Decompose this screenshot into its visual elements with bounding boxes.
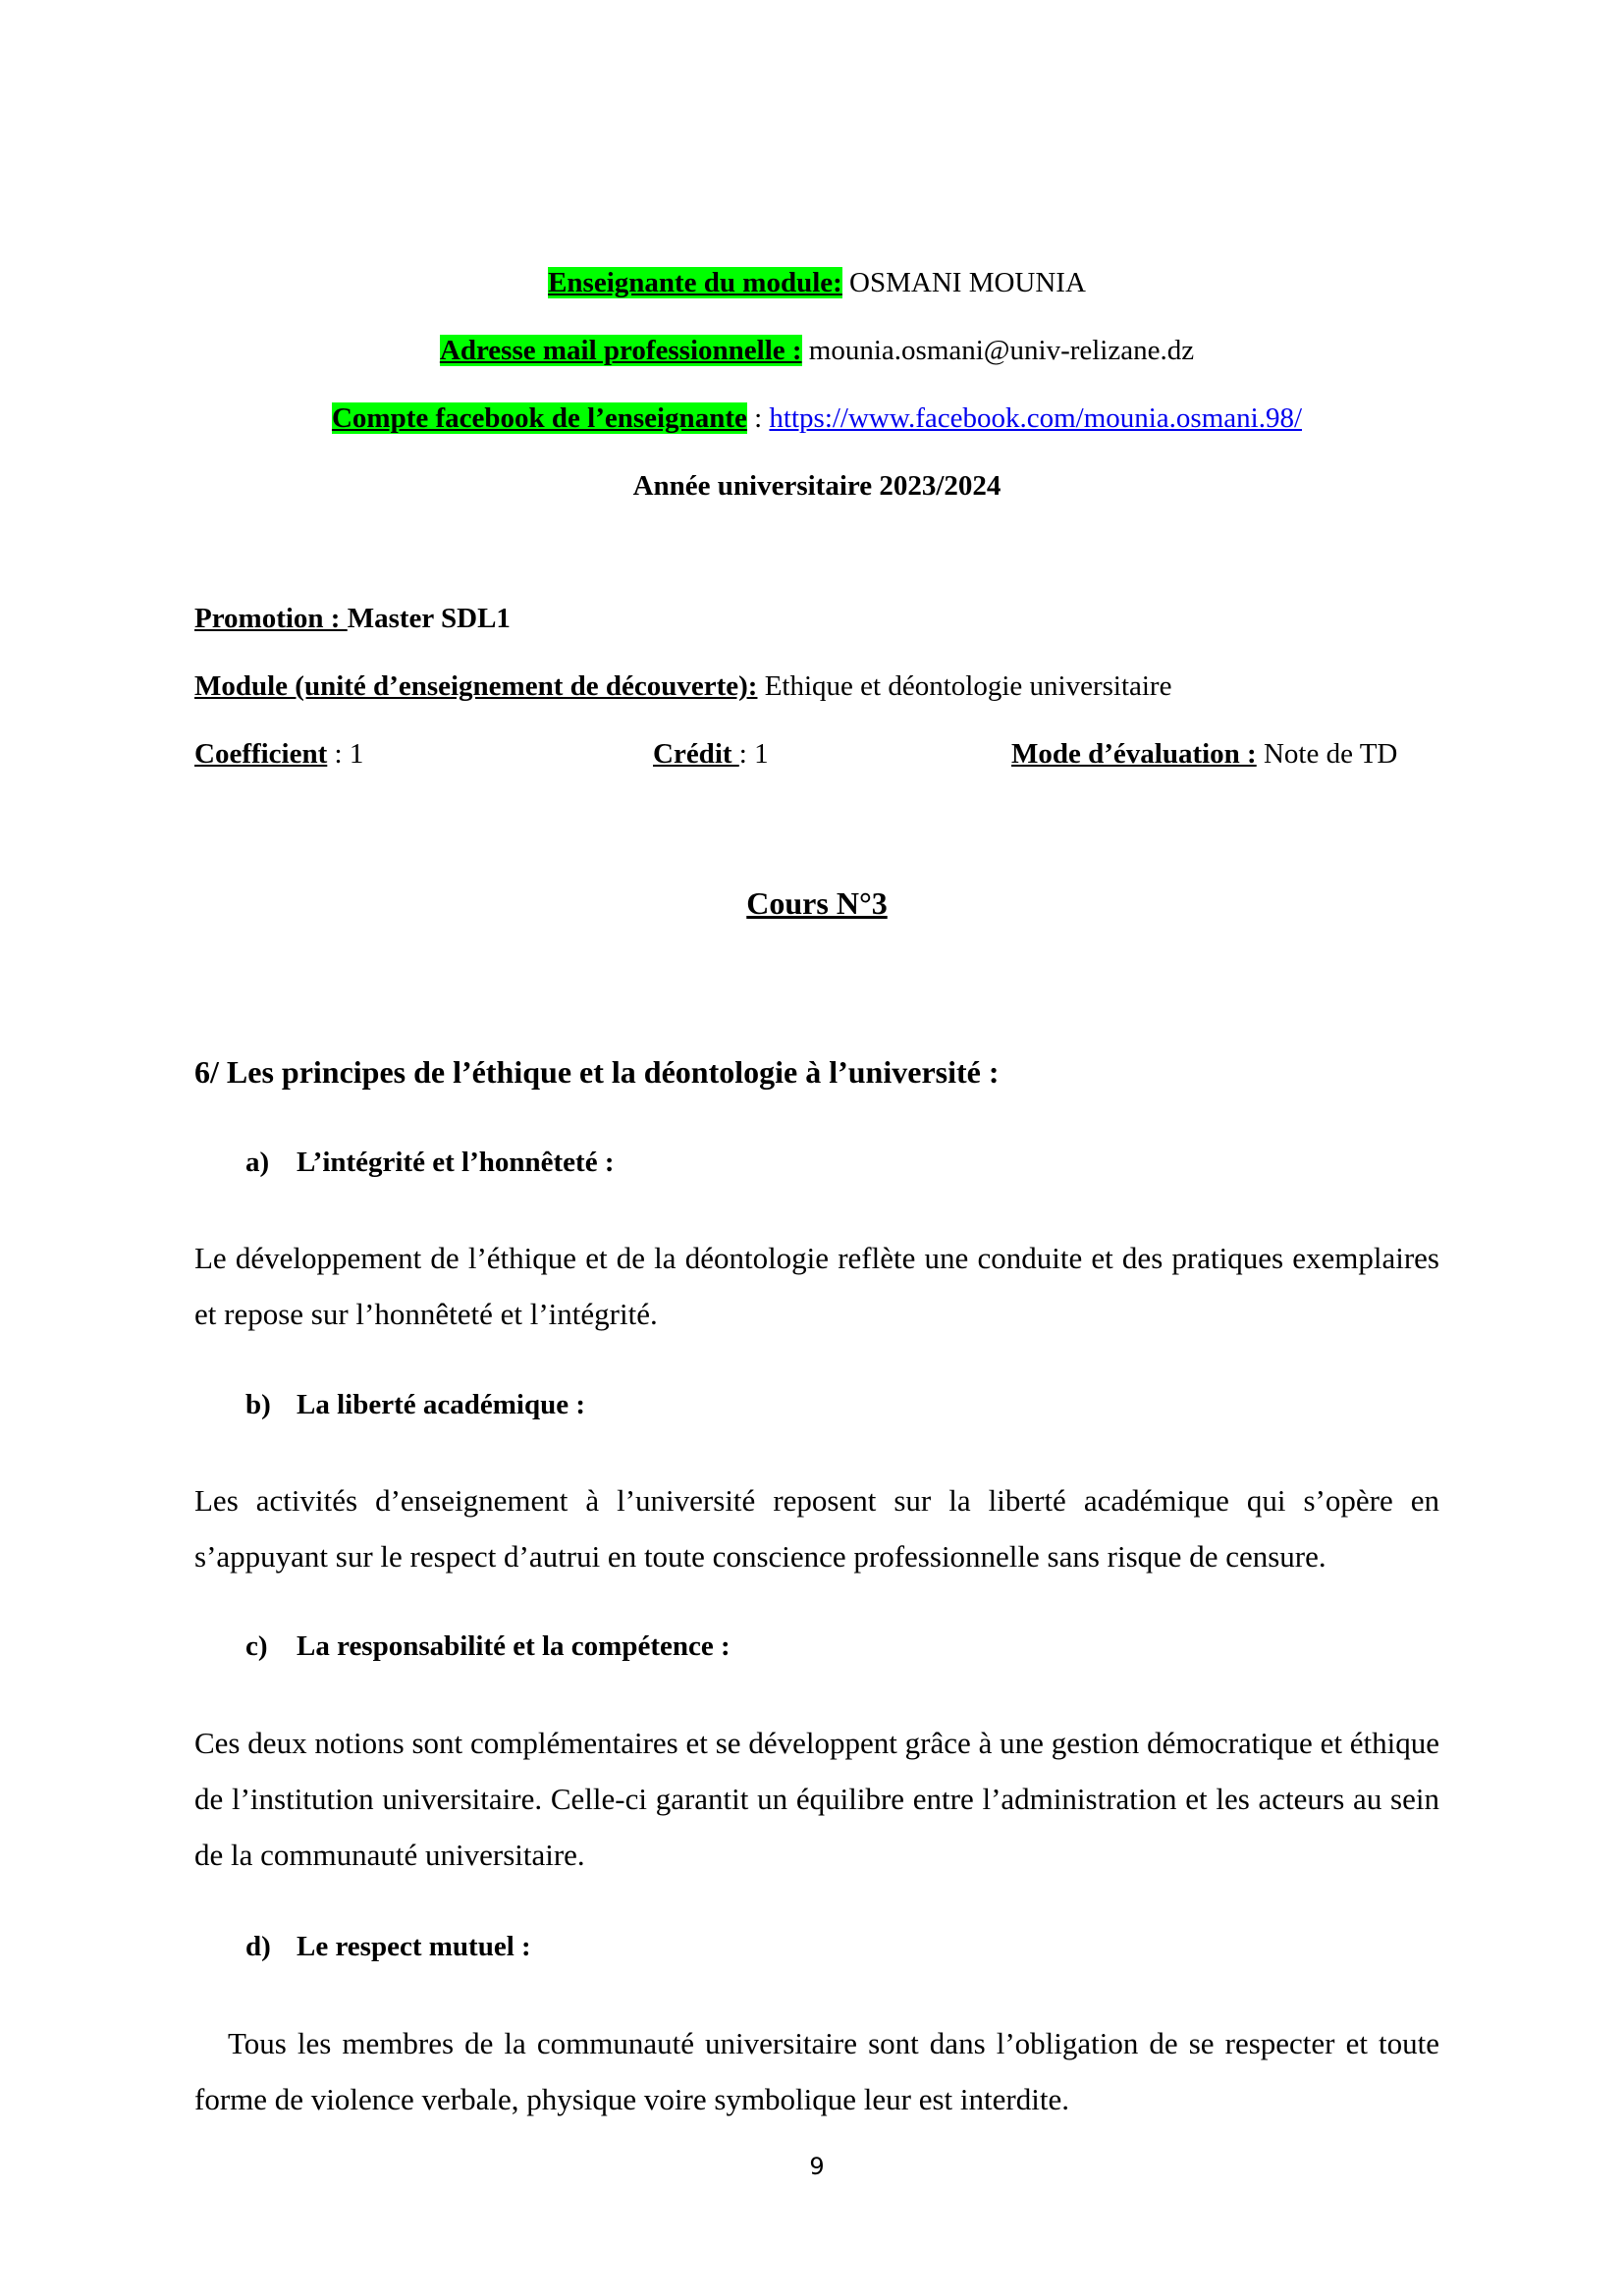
coefficient-value: : 1 xyxy=(327,738,364,770)
facebook-label: Compte facebook de l’enseignante xyxy=(331,402,747,434)
promotion-label: Promotion : xyxy=(194,603,348,634)
mode-value: Note de TD xyxy=(1256,738,1398,770)
section-title: 6/ Les principes de l’éthique et la déontologie à l’université : xyxy=(194,1054,1000,1090)
paragraph-d: Tous les membres de la communauté universitaire sont dans l’obligation de se respecter et toute forme de violence verbale, physique voire symbolique leur est interdite. xyxy=(194,2026,1439,2116)
subheading-a xyxy=(245,1147,614,1179)
mode-label: Mode d’évaluation : xyxy=(1011,738,1257,770)
subheading-letter: d) xyxy=(245,1931,271,1962)
facebook-line xyxy=(194,400,1439,436)
subheading-text: La responsabilité et la compétence : xyxy=(297,1630,731,1662)
course-title: Cours N°3 xyxy=(746,885,888,921)
mode-field xyxy=(1011,736,1397,772)
teacher-label: Enseignante du module: xyxy=(548,267,842,298)
subheading-letter: b) xyxy=(245,1389,271,1420)
facebook-separator: : xyxy=(746,402,770,434)
page-number: 9 xyxy=(809,2153,825,2180)
promotion-line xyxy=(194,601,1439,636)
academic-year: Année universitaire 2023/2024 xyxy=(632,470,1001,502)
email-label: Adresse mail professionnelle : xyxy=(439,335,802,366)
subheading-c xyxy=(245,1630,731,1663)
credit-label: Crédit xyxy=(653,738,739,770)
teacher-line xyxy=(194,265,1439,300)
module-line xyxy=(194,668,1439,704)
subheading-text: La liberté académique : xyxy=(297,1389,585,1420)
email-line xyxy=(194,333,1439,368)
subheading-d xyxy=(245,1931,531,1963)
subheading-b xyxy=(245,1389,585,1421)
subheading-text: Le respect mutuel : xyxy=(297,1931,531,1962)
credit-field xyxy=(653,736,769,772)
subheading-letter: a) xyxy=(245,1147,270,1178)
credit-value: : 1 xyxy=(738,738,769,770)
document-page xyxy=(194,0,1439,2296)
facebook-link[interactable]: https://www.facebook.com/mounia.osmani.98/ xyxy=(769,402,1303,434)
module-value: Ethique et déontologie universitaire xyxy=(757,670,1172,702)
subheading-text: L’intégrité et l’honnêteté : xyxy=(297,1147,615,1178)
coefficient-field xyxy=(194,736,363,772)
paragraph-a: Le développement de l’éthique et de la déontologie reflète une conduite et des pratiques exemplaires et repose sur l’honnêteté et l’intégrité. xyxy=(194,1241,1439,1331)
module-label: Module (unité d’enseignement de découverte): xyxy=(194,670,758,702)
email-value: mounia.osmani@univ-relizane.dz xyxy=(801,335,1195,366)
teacher-value: OSMANI MOUNIA xyxy=(841,267,1086,298)
promotion-value: Master SDL1 xyxy=(347,603,511,634)
paragraph-c: Ces deux notions sont complémentaires et se développent grâce à une gestion démocratique et éthique de l’institution universitaire. Celle-ci garantit un équilibre entre l’administration et les acteurs au sein de la communauté universitaire. xyxy=(194,1726,1439,1872)
coefficient-label: Coefficient xyxy=(194,738,328,770)
paragraph-b: Les activités d’enseignement à l’université reposent sur la liberté académique qui s’opère en s’appuyant sur le respect d’autrui en toute conscience professionnelle sans risque de censure. xyxy=(194,1483,1439,1574)
subheading-letter: c) xyxy=(245,1630,268,1662)
